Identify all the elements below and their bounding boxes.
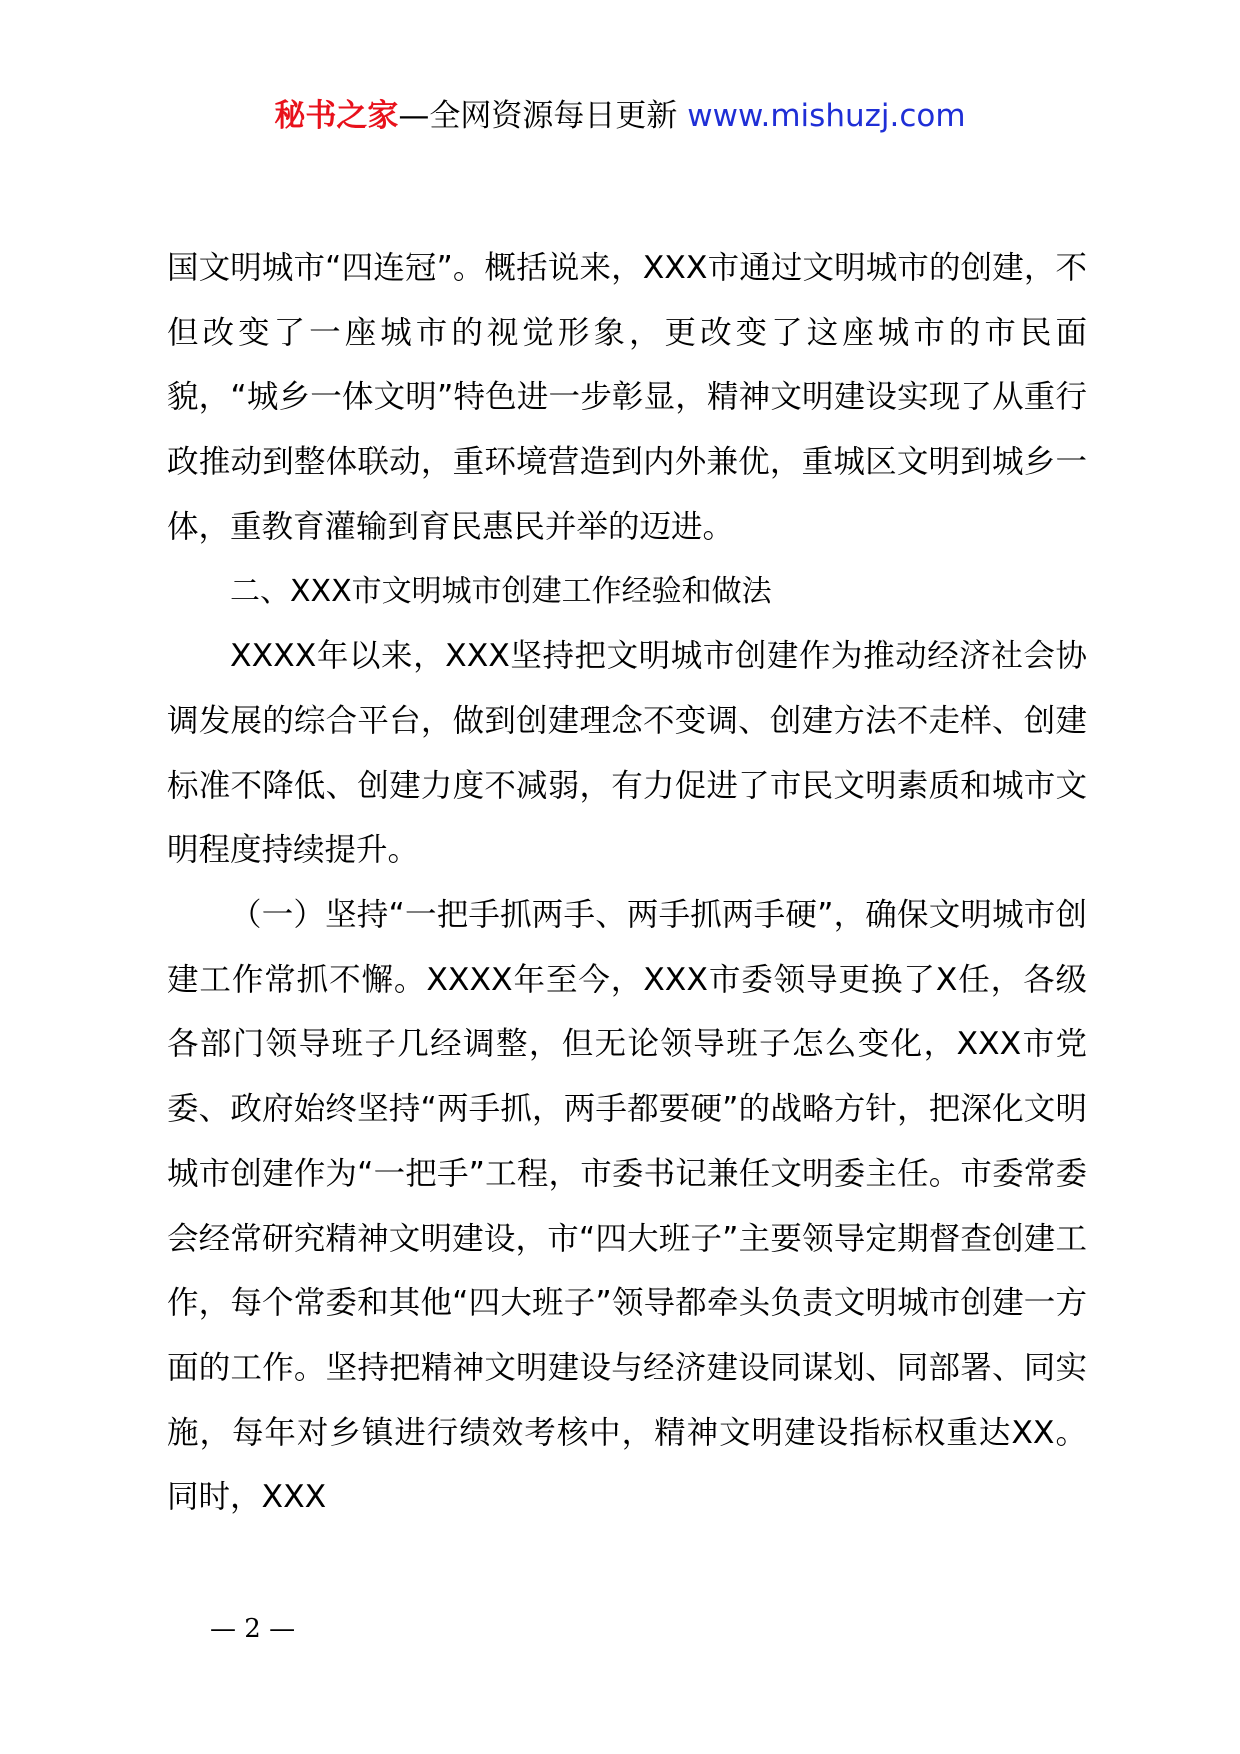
header-slogan: —全网资源每日更新 — [398, 98, 678, 134]
site-url-link[interactable]: www.mishuzj.com — [687, 98, 966, 134]
paragraph: XXXX年以来，XXX坚持把文明城市创建作为推动经济社会协调发展的综合平台，做到创建理念不变调、创建方法不走样、创建标准不降低、创建力度不减弱，有力促进了市民文明素质和城市文明程度持续提升。 — [167, 638, 1087, 869]
paragraph-continued: 国文明城市“四连冠”。概括说来，XXX市通过文明城市的创建，不但改变了一座城市的视觉形象，更改变了这座城市的市民面貌，“城乡一体文明”特色进一步彰显，精神文明建设实现了从重行政推动到整体联动，重环境营造到内外兼优，重城区文明到城乡一体，重教育灌输到育民惠民并举的迈进。 — [167, 250, 1087, 545]
section-heading: 二、XXX市文明城市创建工作经验和做法 — [230, 573, 772, 609]
paragraph: （一）坚持“一把手抓两手、两手抓两手硬”，确保文明城市创建工作常抓不懈。XXXX年至今，XXX市委领导更换了X任，各级各部门领导班子几经调整，但无论领导班子怎么变化，XXX市党委、政府始终坚持“两手抓，两手都要硬”的战略方针，把深化文明城市创建作为“一把手”工程，市委书记兼任文明委主任。市委常委会经常研究精神文明建设，市“四大班子”主要领导定期督查创建工作，每个常委和其他“四大班子”领导都牵头负责文明城市创建一方面的工作。坚持把精神文明建设与经济建设同谋划、同部署、同实施，每年对乡镇进行绩效考核中，精神文明建设指标权重达XX。同时，XXX — [167, 897, 1087, 1516]
page-number: — 2 — — [210, 1614, 296, 1644]
document-body — [167, 236, 1087, 1530]
site-header — [0, 96, 1240, 136]
brand-name: 秘书之家 — [274, 98, 399, 134]
